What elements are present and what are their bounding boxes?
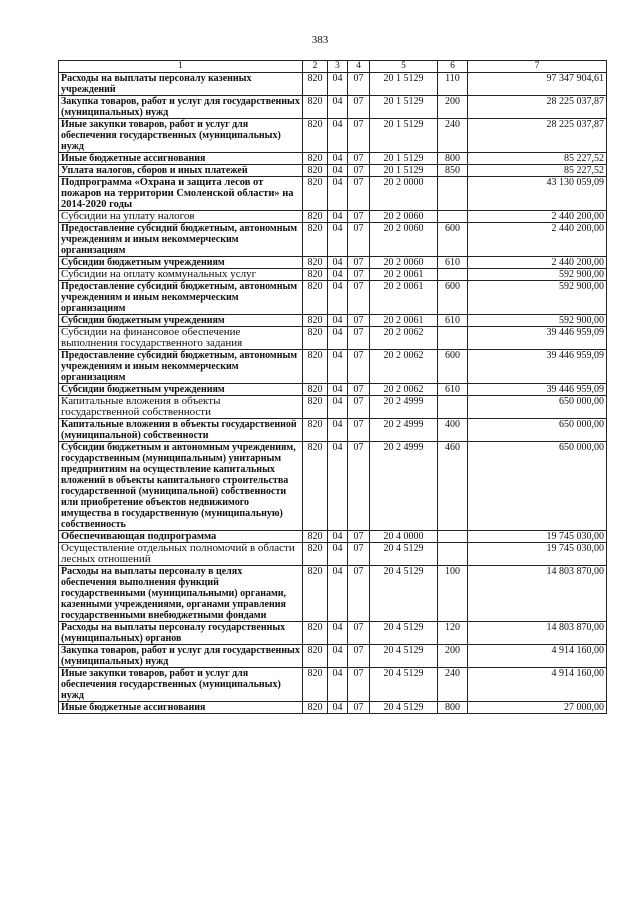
row-code-4: 07 [348, 177, 370, 211]
table-header-row [59, 61, 607, 73]
row-amount: 592 900,00 [468, 315, 607, 327]
row-code-5: 20 2 0062 [370, 384, 438, 396]
row-code-2: 820 [303, 327, 328, 350]
row-code-5: 20 2 0060 [370, 257, 438, 269]
row-code-2: 820 [303, 119, 328, 153]
row-code-2: 820 [303, 269, 328, 281]
row-code-2: 820 [303, 257, 328, 269]
row-code-2: 820 [303, 223, 328, 257]
row-code-3: 04 [328, 327, 348, 350]
row-code-5: 20 4 5129 [370, 702, 438, 714]
row-name: Субсидии бюджетным учреждениям [59, 384, 303, 396]
row-code-2: 820 [303, 419, 328, 442]
table-row [59, 153, 607, 165]
table-row [59, 396, 607, 419]
row-code-2: 820 [303, 165, 328, 177]
row-code-5: 20 2 0061 [370, 269, 438, 281]
row-name: Субсидии на уплату налогов [59, 211, 303, 223]
row-name: Расходы на выплаты персоналу казенных учреждений [59, 73, 303, 96]
row-code-6: 610 [438, 315, 468, 327]
row-code-4: 07 [348, 327, 370, 350]
table-row [59, 350, 607, 384]
row-code-2: 820 [303, 153, 328, 165]
row-amount: 97 347 904,61 [468, 73, 607, 96]
table-row [59, 442, 607, 531]
row-amount: 27 000,00 [468, 702, 607, 714]
row-code-4: 07 [348, 543, 370, 566]
row-amount: 592 900,00 [468, 269, 607, 281]
table-row [59, 223, 607, 257]
row-code-6: 800 [438, 153, 468, 165]
table-row [59, 668, 607, 702]
row-code-6: 460 [438, 442, 468, 531]
table-row [59, 119, 607, 153]
table-row [59, 269, 607, 281]
row-code-4: 07 [348, 165, 370, 177]
row-name: Иные закупки товаров, работ и услуг для обеспечения государственных (муниципальных) нужд [59, 668, 303, 702]
row-code-4: 07 [348, 531, 370, 543]
row-name: Обеспечивающая подпрограмма [59, 531, 303, 543]
row-code-4: 07 [348, 384, 370, 396]
table-row [59, 281, 607, 315]
row-code-3: 04 [328, 543, 348, 566]
row-code-6: 200 [438, 645, 468, 668]
row-code-6 [438, 177, 468, 211]
row-amount: 14 803 870,00 [468, 622, 607, 645]
row-code-4: 07 [348, 281, 370, 315]
row-code-3: 04 [328, 384, 348, 396]
row-code-4: 07 [348, 211, 370, 223]
row-code-2: 820 [303, 442, 328, 531]
row-code-5: 20 2 0000 [370, 177, 438, 211]
row-code-2: 820 [303, 543, 328, 566]
row-amount: 43 130 059,09 [468, 177, 607, 211]
row-code-4: 07 [348, 223, 370, 257]
header-cell: 7 [468, 61, 607, 73]
table-row [59, 315, 607, 327]
row-name: Субсидии бюджетным учреждениям [59, 315, 303, 327]
row-amount: 19 745 030,00 [468, 543, 607, 566]
row-name: Расходы на выплаты персоналу государственных (муниципальных) органов [59, 622, 303, 645]
row-amount: 39 446 959,09 [468, 350, 607, 384]
row-code-4: 07 [348, 442, 370, 531]
row-code-4: 07 [348, 315, 370, 327]
row-code-3: 04 [328, 96, 348, 119]
row-code-4: 07 [348, 566, 370, 622]
row-code-6 [438, 327, 468, 350]
row-code-6: 610 [438, 257, 468, 269]
row-code-3: 04 [328, 645, 348, 668]
row-code-4: 07 [348, 257, 370, 269]
table-row [59, 645, 607, 668]
row-amount: 650 000,00 [468, 442, 607, 531]
row-code-5: 20 2 0060 [370, 211, 438, 223]
row-code-3: 04 [328, 153, 348, 165]
row-code-6 [438, 396, 468, 419]
row-amount: 39 446 959,09 [468, 384, 607, 396]
row-code-4: 07 [348, 622, 370, 645]
row-code-2: 820 [303, 315, 328, 327]
row-code-3: 04 [328, 668, 348, 702]
row-code-5: 20 1 5129 [370, 73, 438, 96]
row-code-6: 600 [438, 350, 468, 384]
row-name: Расходы на выплаты персоналу в целях обеспечения выполнения функций государственными (муниципальными) органами, казенными учреждениями, органами управления государственными внебюджетными фондами [59, 566, 303, 622]
table-row [59, 73, 607, 96]
row-code-5: 20 4 5129 [370, 668, 438, 702]
page-number: 383 [311, 34, 329, 46]
row-code-4: 07 [348, 73, 370, 96]
header-cell: 3 [328, 61, 348, 73]
row-code-3: 04 [328, 702, 348, 714]
row-code-2: 820 [303, 384, 328, 396]
row-code-5: 20 2 4999 [370, 442, 438, 531]
row-code-5: 20 1 5129 [370, 165, 438, 177]
row-amount: 650 000,00 [468, 396, 607, 419]
row-code-3: 04 [328, 622, 348, 645]
row-code-5: 20 1 5129 [370, 153, 438, 165]
row-code-5: 20 2 0062 [370, 327, 438, 350]
row-code-6: 600 [438, 223, 468, 257]
row-amount: 2 440 200,00 [468, 211, 607, 223]
row-code-3: 04 [328, 257, 348, 269]
table-row [59, 419, 607, 442]
table-row [59, 177, 607, 211]
row-code-6: 600 [438, 281, 468, 315]
row-code-5: 20 2 0062 [370, 350, 438, 384]
row-code-6: 120 [438, 622, 468, 645]
row-code-3: 04 [328, 73, 348, 96]
row-name: Иные бюджетные ассигнования [59, 153, 303, 165]
table-row [59, 531, 607, 543]
row-amount: 650 000,00 [468, 419, 607, 442]
row-code-3: 04 [328, 177, 348, 211]
row-amount: 85 227,52 [468, 153, 607, 165]
row-name: Предоставление субсидий бюджетным, автономным учреждениям и иным некоммерческим организациям [59, 223, 303, 257]
row-code-5: 20 1 5129 [370, 96, 438, 119]
row-code-5: 20 2 4999 [370, 396, 438, 419]
row-code-3: 04 [328, 419, 348, 442]
row-code-3: 04 [328, 119, 348, 153]
table-row [59, 96, 607, 119]
row-code-2: 820 [303, 73, 328, 96]
row-code-6: 800 [438, 702, 468, 714]
row-amount: 28 225 037,87 [468, 96, 607, 119]
row-code-5: 20 4 5129 [370, 566, 438, 622]
row-name: Предоставление субсидий бюджетным, автономным учреждениям и иным некоммерческим организациям [59, 350, 303, 384]
header-cell: 1 [59, 61, 303, 73]
row-code-4: 07 [348, 702, 370, 714]
table-row [59, 566, 607, 622]
table-row [59, 622, 607, 645]
row-code-2: 820 [303, 531, 328, 543]
row-code-2: 820 [303, 211, 328, 223]
row-code-5: 20 4 5129 [370, 543, 438, 566]
row-code-6: 850 [438, 165, 468, 177]
row-code-5: 20 1 5129 [370, 119, 438, 153]
row-code-6: 110 [438, 73, 468, 96]
row-code-6: 400 [438, 419, 468, 442]
row-code-3: 04 [328, 281, 348, 315]
row-code-4: 07 [348, 350, 370, 384]
table-row [59, 543, 607, 566]
row-amount: 592 900,00 [468, 281, 607, 315]
row-code-6: 610 [438, 384, 468, 396]
row-code-5: 20 2 4999 [370, 419, 438, 442]
row-code-2: 820 [303, 350, 328, 384]
row-code-4: 07 [348, 396, 370, 419]
row-name: Закупка товаров, работ и услуг для государственных (муниципальных) нужд [59, 645, 303, 668]
row-code-5: 20 4 0000 [370, 531, 438, 543]
header-cell: 2 [303, 61, 328, 73]
row-amount: 2 440 200,00 [468, 223, 607, 257]
row-name: Капитальные вложения в объекты государственной собственности [59, 396, 303, 419]
row-code-2: 820 [303, 396, 328, 419]
row-code-6 [438, 211, 468, 223]
row-code-4: 07 [348, 645, 370, 668]
row-amount: 19 745 030,00 [468, 531, 607, 543]
row-code-5: 20 2 0061 [370, 281, 438, 315]
row-name: Субсидии бюджетным учреждениям [59, 257, 303, 269]
header-cell: 5 [370, 61, 438, 73]
table-row [59, 702, 607, 714]
row-code-2: 820 [303, 645, 328, 668]
row-code-3: 04 [328, 223, 348, 257]
row-code-6 [438, 531, 468, 543]
row-code-3: 04 [328, 531, 348, 543]
row-name: Иные закупки товаров, работ и услуг для обеспечения государственных (муниципальных) нужд [59, 119, 303, 153]
row-amount: 28 225 037,87 [468, 119, 607, 153]
row-code-5: 20 2 0060 [370, 223, 438, 257]
header-cell: 6 [438, 61, 468, 73]
row-code-3: 04 [328, 165, 348, 177]
row-code-3: 04 [328, 211, 348, 223]
row-code-2: 820 [303, 668, 328, 702]
row-code-2: 820 [303, 566, 328, 622]
row-name: Иные бюджетные ассигнования [59, 702, 303, 714]
row-amount: 85 227,52 [468, 165, 607, 177]
row-name: Субсидии бюджетным и автономным учреждениям, государственным (муниципальным) унитарным предприятиям на осуществление капитальных вложений в объекты капитального строительства государственной (муниципальной) собственности или приобретение объектов недвижимого имущества в государственную (муниципальную) собственность [59, 442, 303, 531]
row-code-5: 20 2 0061 [370, 315, 438, 327]
row-code-3: 04 [328, 350, 348, 384]
row-code-2: 820 [303, 622, 328, 645]
row-code-5: 20 4 5129 [370, 622, 438, 645]
row-code-3: 04 [328, 566, 348, 622]
row-amount: 39 446 959,09 [468, 327, 607, 350]
row-code-3: 04 [328, 442, 348, 531]
table-row [59, 257, 607, 269]
table-row [59, 327, 607, 350]
row-code-4: 07 [348, 96, 370, 119]
row-code-5: 20 4 5129 [370, 645, 438, 668]
row-name: Субсидии на оплату коммунальных услуг [59, 269, 303, 281]
table-body [59, 73, 607, 714]
row-code-4: 07 [348, 269, 370, 281]
table-row [59, 384, 607, 396]
row-code-6 [438, 543, 468, 566]
header-cell: 4 [348, 61, 370, 73]
row-amount: 4 914 160,00 [468, 668, 607, 702]
row-code-2: 820 [303, 96, 328, 119]
row-amount: 2 440 200,00 [468, 257, 607, 269]
row-code-4: 07 [348, 668, 370, 702]
row-code-6: 240 [438, 668, 468, 702]
table-row [59, 165, 607, 177]
row-code-4: 07 [348, 419, 370, 442]
row-code-6: 240 [438, 119, 468, 153]
row-name: Уплата налогов, сборов и иных платежей [59, 165, 303, 177]
row-code-6 [438, 269, 468, 281]
row-name: Капитальные вложения в объекты государственной (муниципальной) собственности [59, 419, 303, 442]
row-code-3: 04 [328, 269, 348, 281]
row-code-6: 200 [438, 96, 468, 119]
row-name: Осуществление отдельных полномочий в области лесных отношений [59, 543, 303, 566]
budget-table [58, 60, 607, 714]
table-row [59, 211, 607, 223]
row-name: Подпрограмма «Охрана и защита лесов от пожаров на территории Смоленской области» на 2014-2020 годы [59, 177, 303, 211]
row-code-2: 820 [303, 177, 328, 211]
row-amount: 4 914 160,00 [468, 645, 607, 668]
row-name: Закупка товаров, работ и услуг для государственных (муниципальных) нужд [59, 96, 303, 119]
row-code-2: 820 [303, 281, 328, 315]
row-code-4: 07 [348, 119, 370, 153]
row-code-6: 100 [438, 566, 468, 622]
row-code-2: 820 [303, 702, 328, 714]
row-name: Субсидии на финансовое обеспечение выполнения государственного задания [59, 327, 303, 350]
row-code-3: 04 [328, 396, 348, 419]
row-amount: 14 803 870,00 [468, 566, 607, 622]
row-code-3: 04 [328, 315, 348, 327]
row-name: Предоставление субсидий бюджетным, автономным учреждениям и иным некоммерческим организациям [59, 281, 303, 315]
row-code-4: 07 [348, 153, 370, 165]
